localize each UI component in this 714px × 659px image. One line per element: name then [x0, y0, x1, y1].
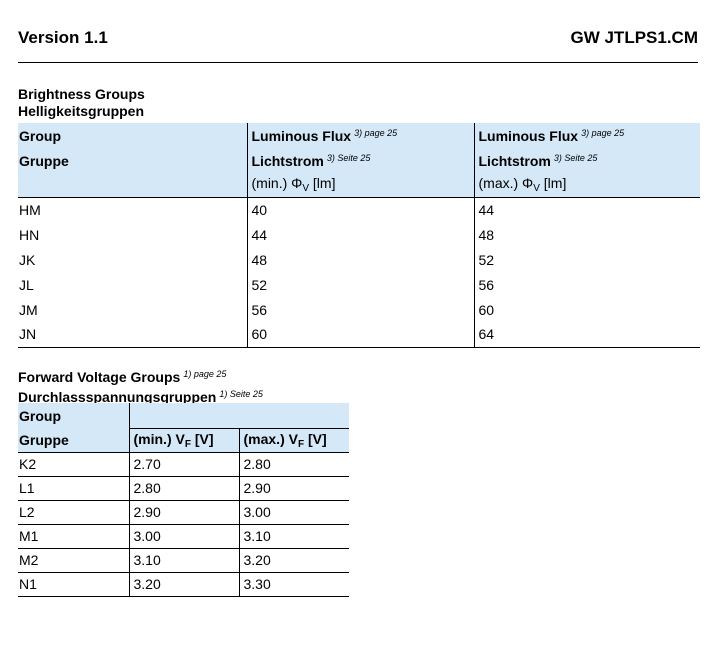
voltage-col-group-en: Group	[19, 407, 61, 424]
table-row	[18, 272, 700, 297]
voltage-group: M1	[18, 524, 129, 548]
brightness-col-min-title-en: Luminous Flux $^{3) page 25}$	[247, 123, 474, 148]
brightness-col-max-ref-en: 3) page 25	[581, 127, 625, 138]
table-row	[18, 452, 349, 476]
brightness-table	[18, 123, 700, 348]
brightness-col-group-de: Gruppe	[19, 152, 69, 169]
brightness-group: HM	[19, 201, 41, 218]
voltage-min: 3.10	[129, 548, 239, 572]
brightness-max: 56	[474, 272, 700, 297]
voltage-title	[18, 366, 263, 406]
brightness-col-max-ref-de: 3) Seite 25	[553, 152, 598, 163]
voltage-max: 3.20	[239, 548, 349, 572]
voltage-ref-de: 1) Seite 25	[219, 389, 263, 399]
voltage-min: 2.70	[129, 452, 239, 476]
voltage-col-min: (min.) $V_F$ [V]	[129, 428, 239, 452]
voltage-group: L2	[18, 500, 129, 524]
brightness-header-row-2	[18, 148, 700, 173]
brightness-min: 56	[247, 297, 474, 322]
voltage-max: 3.10	[239, 524, 349, 548]
brightness-min: 48	[247, 247, 474, 272]
brightness-col-min-title-de: Lichtstrom $^{3) Seite 25}$	[247, 148, 474, 173]
brightness-min: 60	[247, 322, 474, 347]
brightness-group: JK	[19, 251, 36, 268]
voltage-col-group-de: Gruppe	[18, 428, 129, 452]
brightness-max: 48	[474, 222, 700, 247]
voltage-group: M2	[18, 548, 129, 572]
voltage-col-max: (max.) $V_F$ [V]	[239, 428, 349, 452]
page-header	[18, 28, 698, 63]
brightness-col-min-ref-de: 3) Seite 25	[326, 152, 371, 163]
table-row	[18, 222, 700, 247]
voltage-title-de: Durchlassspannungsgruppen $^{1) Seite 25}$	[18, 389, 263, 405]
voltage-header-row-2	[18, 428, 349, 452]
table-row	[18, 322, 700, 347]
table-row	[18, 247, 700, 272]
brightness-group: JL	[19, 276, 34, 293]
voltage-table	[18, 403, 349, 597]
voltage-ref-en: 1) page 25	[183, 369, 227, 379]
voltage-max: 2.90	[239, 476, 349, 500]
brightness-min: 40	[247, 197, 474, 222]
brightness-title-de: Helligkeitsgruppen	[18, 103, 145, 119]
table-row	[18, 197, 700, 222]
brightness-header-row-1	[18, 123, 700, 148]
brightness-max: 60	[474, 297, 700, 322]
voltage-max: 2.80	[239, 452, 349, 476]
voltage-group: L1	[18, 476, 129, 500]
brightness-title-en: Brightness Groups	[18, 86, 145, 102]
brightness-group: JM	[19, 301, 38, 318]
table-row	[18, 548, 349, 572]
voltage-title-en: Forward Voltage Groups $^{1) page 25}$	[18, 369, 227, 385]
table-row	[18, 500, 349, 524]
voltage-min: 2.80	[129, 476, 239, 500]
table-row	[18, 572, 349, 596]
voltage-group: N1	[18, 572, 129, 596]
brightness-min: 44	[247, 222, 474, 247]
brightness-max: 52	[474, 247, 700, 272]
brightness-max: 64	[474, 322, 700, 347]
brightness-group: HN	[19, 226, 40, 243]
voltage-group: K2	[18, 452, 129, 476]
brightness-group: JN	[18, 322, 247, 347]
brightness-title	[18, 86, 145, 120]
voltage-max: 3.00	[239, 500, 349, 524]
part-number: GW JTLPS1.CM	[570, 28, 698, 47]
voltage-min: 3.20	[129, 572, 239, 596]
brightness-min: 52	[247, 272, 474, 297]
brightness-header-row-3	[18, 173, 700, 197]
voltage-min: 3.00	[129, 524, 239, 548]
brightness-col-group-en: Group	[19, 127, 61, 144]
table-row	[18, 297, 700, 322]
brightness-col-max-unit: (max.) $\Phi_V$ [lm]	[474, 173, 700, 197]
voltage-min: 2.90	[129, 500, 239, 524]
brightness-col-min-ref-en: 3) page 25	[354, 127, 398, 138]
brightness-col-min-unit: (min.) $\Phi_V$ [lm]	[247, 173, 474, 197]
table-row	[18, 524, 349, 548]
brightness-col-max-title-de: Lichtstrom $^{3) Seite 25}$	[474, 148, 700, 173]
brightness-max: 44	[474, 197, 700, 222]
voltage-max: 3.30	[239, 572, 349, 596]
table-row	[18, 476, 349, 500]
version-label: Version 1.1	[18, 28, 108, 47]
voltage-header-row-1	[18, 403, 349, 428]
brightness-col-max-title-en: Luminous Flux $^{3) page 25}$	[474, 123, 700, 148]
